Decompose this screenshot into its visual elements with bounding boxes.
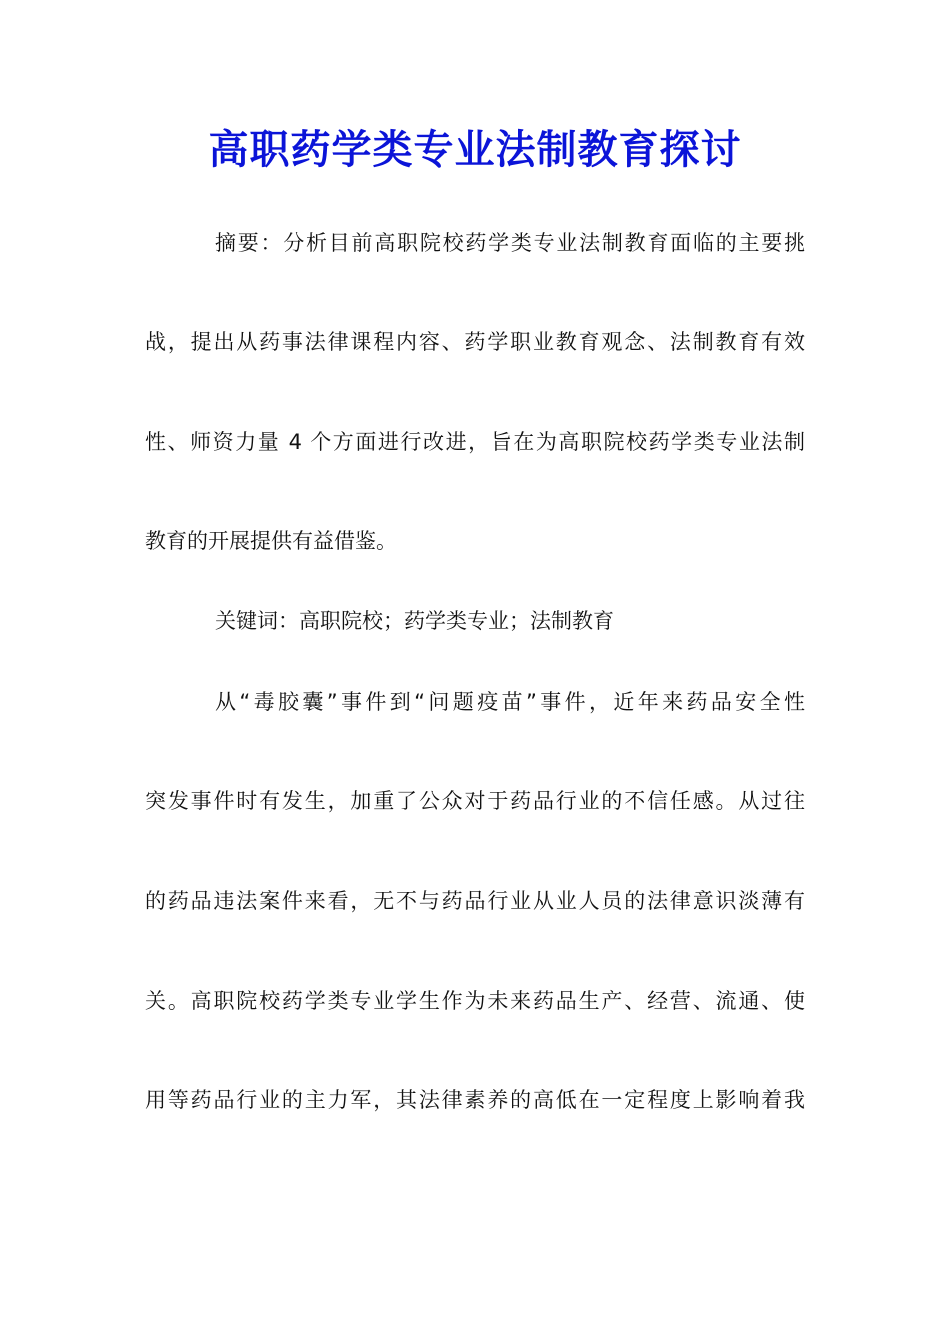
keywords-line: 关键词：高职院校；药学类专业；法制教育 (215, 609, 614, 633)
body-line-5: 用等药品行业的主力军，其法律素养的高低在一定程度上影响着我 (145, 1088, 805, 1112)
body-line-2: 突发事件时有发生，加重了公众对于药品行业的不信任感。从过往 (145, 789, 805, 813)
abstract-line-3: 性、师资力量 4 个方面进行改进，旨在为高职院校药学类专业法制 (145, 430, 805, 454)
abstract-line-4: 教育的开展提供有益借鉴。 (145, 529, 397, 553)
abstract-line-1: 摘要：分析目前高职院校药学类专业法制教育面临的主要挑 (215, 231, 805, 255)
body-line-1: 从“毒胶囊”事件到“问题疫苗”事件，近年来药品安全性 (215, 690, 805, 714)
abstract-line-2: 战，提出从药事法律课程内容、药学职业教育观念、法制教育有效 (145, 330, 805, 354)
body-line-3: 的药品违法案件来看，无不与药品行业从业人员的法律意识淡薄有 (145, 889, 805, 913)
document-title: 高职药学类专业法制教育探讨 (208, 126, 742, 173)
body-line-4: 关。高职院校药学类专业学生作为未来药品生产、经营、流通、使 (145, 989, 805, 1013)
